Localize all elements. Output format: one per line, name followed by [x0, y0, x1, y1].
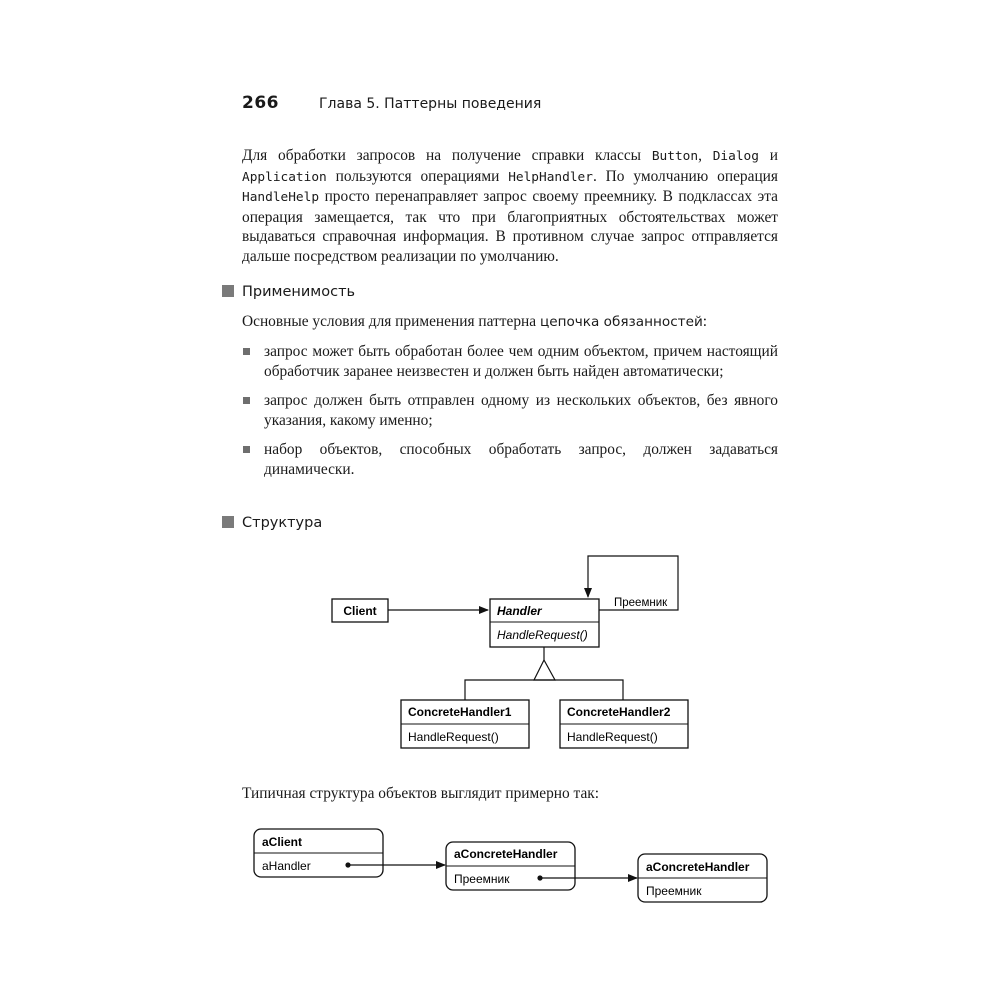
aclient-name: aClient: [262, 835, 303, 849]
intro-text: просто перенаправляет запрос своему преемнику. В подклассах эта операция замещается, так что при благоприятных обстоятельствах может выдаваться справочная информация. В противном случае запрос отправляется дальше посредством реализации по умолчанию.: [242, 188, 778, 265]
code-button: Button: [651, 149, 699, 164]
intro-text: Для обработки запросов на получение справки классы: [242, 147, 652, 164]
intro-text: . По умолчанию операция: [592, 167, 778, 185]
concrete-handler2-class: [560, 700, 688, 748]
client-class-name: Client: [343, 604, 377, 618]
list-item-text: набор объектов, способных обработать запрос, должен задаваться динамически.: [264, 441, 778, 478]
section-heading-text: Структура: [242, 515, 323, 531]
list-item-text: запрос может быть обработан более чем одним объектом, причем настоящий обработчик заранее неизвестен и должен быть найден автоматически;: [264, 343, 778, 380]
inheritance-lines: [465, 680, 623, 700]
lead-end: :: [702, 313, 708, 330]
object-aconcretehandler-2: [638, 854, 767, 902]
object-aclient: [254, 829, 383, 877]
inheritance-triangle-icon: [534, 660, 555, 680]
object-aconcretehandler-1: [446, 842, 575, 890]
section-heading-text: Применимость: [242, 284, 356, 300]
concrete-handler2-operation: HandleRequest(): [567, 730, 658, 744]
intro-text: и: [758, 147, 778, 164]
handler-class: [490, 599, 599, 647]
aconcretehandler2-field: Преемник: [646, 884, 702, 898]
aclient-field: aHandler: [262, 859, 311, 873]
lead-text: Основные условия для применения паттерна: [242, 313, 540, 330]
objects-caption: Типичная структура объектов выглядит примерно так:: [242, 785, 600, 802]
concrete-handler1-operation: HandleRequest(): [408, 730, 499, 744]
code-helphandler: HelpHandler: [508, 169, 593, 185]
client-class: [332, 599, 388, 622]
handler-class-name: Handler: [497, 604, 542, 618]
list-item-text: запрос должен быть отправлен одному из нескольких объектов, без явного указания, какому именно;: [264, 392, 778, 429]
pattern-name: цепочка обязанностей: [539, 314, 703, 330]
intro-text: ,: [698, 147, 713, 164]
code-handlehelp: HandleHelp: [242, 190, 320, 205]
concrete-handler1-name: ConcreteHandler1: [408, 705, 512, 719]
chapter-title: Глава 5. Паттерны поведения: [319, 96, 542, 112]
page-number: 266: [242, 93, 279, 113]
concrete-handler1-class: [401, 700, 529, 748]
concrete-handler2-name: ConcreteHandler2: [567, 705, 671, 719]
code-dialog: Dialog: [712, 149, 759, 164]
aconcretehandler2-name: aConcreteHandler: [646, 860, 750, 874]
successor-label: Преемник: [614, 597, 668, 609]
handler-operation: HandleRequest(): [497, 628, 588, 642]
intro-text: пользуются операциями: [326, 167, 509, 185]
aconcretehandler1-name: aConcreteHandler: [454, 847, 558, 861]
code-application: Application: [242, 169, 327, 185]
aconcretehandler1-field: Преемник: [454, 872, 510, 886]
